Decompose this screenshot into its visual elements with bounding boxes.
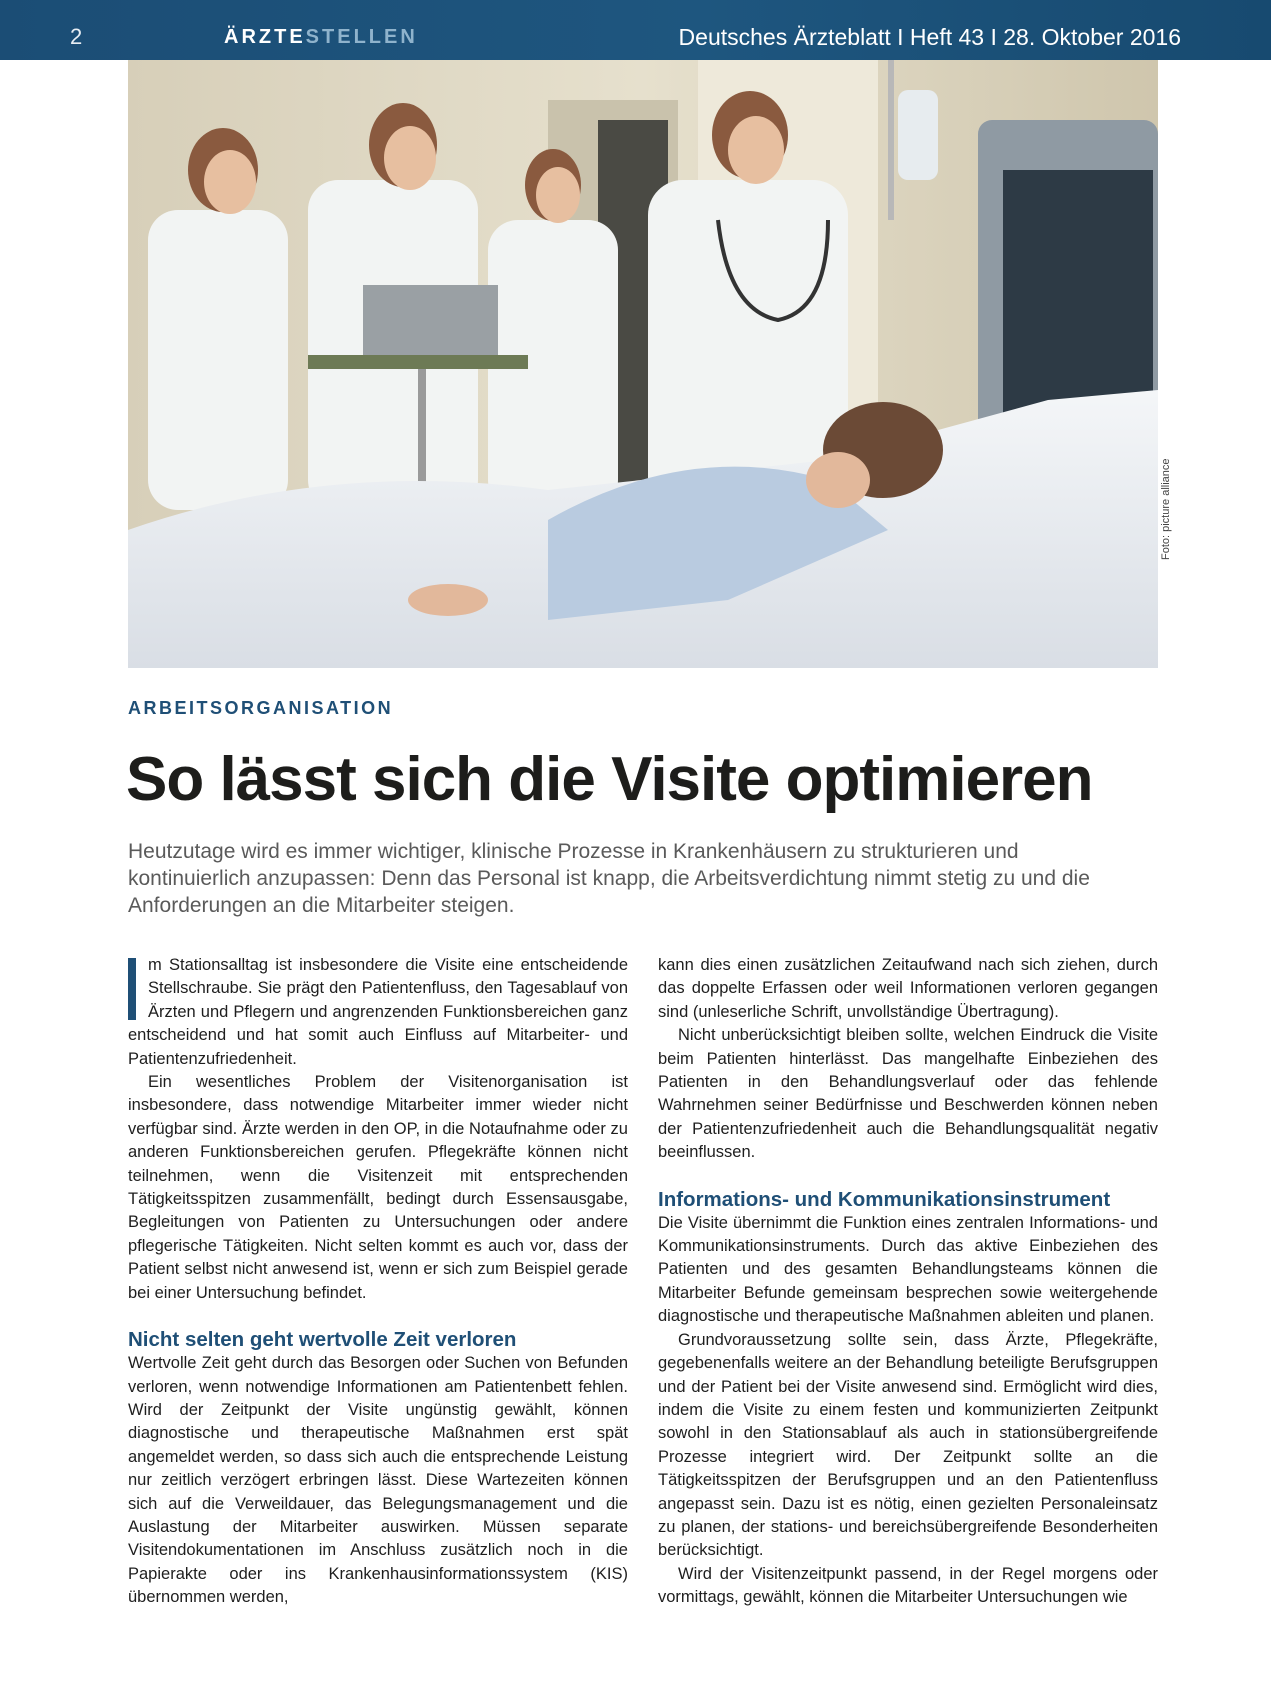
subheading: Informations- und Kommunikationsinstrument [658,1187,1111,1211]
paragraph: Die Visite übernimmt die Funktion eines zentralen Informations- und Kommunikationsinstruments. Durch das aktive Einbeziehen des Patienten und des gesamten Behandlungsteams können die Mitarbeiter Befunde gemeinsam besprechen sowie weitergehende diagnostische und therapeutische Maßnahmen ableiten und planen. [658,1213,1158,1326]
photo-illustration [128,60,1158,668]
photo-credit: Foto: picture alliance [1160,458,1172,560]
brand-part1: ÄRZTE [224,26,306,48]
brand-logo [224,26,418,49]
page-number: 2 [70,24,83,49]
hospital-visit-photo [128,60,1158,668]
brand-part2: STELLEN [305,26,418,48]
paragraph [128,954,628,1071]
paragraph: Nicht unberücksichtigt bleiben sollte, welchen Eindruck die Visite beim Patienten hinterlässt. Das mangelhafte Einbeziehen des Patienten in den Behandlungsverlauf oder das fehlende Wahrnehmen seiner Bedürfnisse und Beschwerden können neben der Patientenzufriedenheit auch die Behandlungsqualität negativ beeinflussen. [658,1026,1158,1162]
article-column-left [128,954,628,1610]
drop-cap-bar [128,958,136,1020]
paragraph-text: m Stationsalltag ist insbesondere die Visite eine entscheidende Stellschraube. Sie prägt den Patientenfluss, den Tagesablauf von Ärzten und Pflegern und angrenzenden Funktionsbereichen ganz entscheidend und hat somit auch Einfluss auf Mitarbeiter- und Patientenzufriedenheit. [128,956,628,1068]
paragraph: Grundvoraussetzung sollte sein, dass Ärzte, Pflegekräfte, gegebenenfalls weitere an der Behandlung beteiligte Berufsgruppen und der Patient bei der Visite anwesend sind. Ermöglicht wird dies, indem die Visite zu einem festen und kommunizierten Zeitpunkt sowohl in den Stationsablauf als auch in stationsübergreifende Prozesse integriert wird. Der Zeitpunkt sollte an die Tätigkeitsspitzen der Berufsgruppen und an den Patientenfluss angepasst sein. Dazu ist es nötig, einen gezielten Personaleinsatz zu planen, der stations- und bereichsübergreifende Besonderheiten berücksichtigt. [658,1330,1158,1560]
paragraph: Wertvolle Zeit geht durch das Besorgen oder Suchen von Befunden verloren, wenn notwendige Informationen am Patientenbett fehlen. Wird der Zeitpunkt der Visite ungünstig gewählt, können diagnostische und therapeutische Maßnahmen erst spät angemeldet werden, so dass sich auch die entsprechende Leistung nur zeitlich verzögert erbringen lässt. Diese Wartezeiten können sich auf die Verweildauer, das Belegungsmanagement und die Auslastung der Mitarbeiter auswirken. Müssen separate Visitendokumentationen im Anschluss zusätzlich noch in die Papierakte oder ins Krankenhausinformationssystem (KIS) übernommen werden, [128,1354,628,1607]
paragraph: kann dies einen zusätzlichen Zeitaufwand nach sich ziehen, durch das doppelte Erfassen oder weil Informationen verloren gegangen sind (unleserliche Schrift, unvollständige Übertragung). [658,956,1158,1021]
article-lead: Heutzutage wird es immer wichtiger, klinische Prozesse in Krankenhäusern zu strukturieren und kontinuierlich anzupassen: Denn das Personal ist knapp, die Arbeitsverdichtung nimmt stetig zu und die Anforderungen an die Mitarbeiter steigen. [128,840,1090,917]
issue-line: Deutsches Ärzteblatt I Heft 43 I 28. Oktober 2016 [678,24,1181,50]
article-column-right [658,954,1158,1610]
subheading: Nicht selten geht wertvolle Zeit verloren [128,1328,517,1352]
article-headline: So lässt sich die Visite optimieren [126,745,1093,814]
page-header [0,0,1271,60]
section-kicker: ARBEITSORGANISATION [128,698,394,718]
paragraph: Wird der Visitenzeitpunkt passend, in der Regel morgens oder vormittags, gewählt, können die Mitarbeiter Untersuchungen wie [658,1564,1158,1607]
paragraph: Ein wesentliches Problem der Visitenorganisation ist insbesondere, dass notwendige Mitarbeiter immer wieder nicht verfügbar sind. Ärzte werden in den OP, in die Notaufnahme oder zu anderen Funktionsbereichen gerufen. Pflegekräfte können nicht teilnehmen, wenn die Visitenzeit mit entsprechenden Tätigkeitsspitzen zusammenfällt, bedingt durch Essensausgabe, Begleitungen von Patienten zu Untersuchungen oder andere pflegerische Tätigkeiten. Nicht selten kommt es auch vor, dass der Patient selbst nicht anwesend ist, wenn er sich zum Beispiel gerade bei einer Untersuchung befindet. [128,1073,628,1302]
